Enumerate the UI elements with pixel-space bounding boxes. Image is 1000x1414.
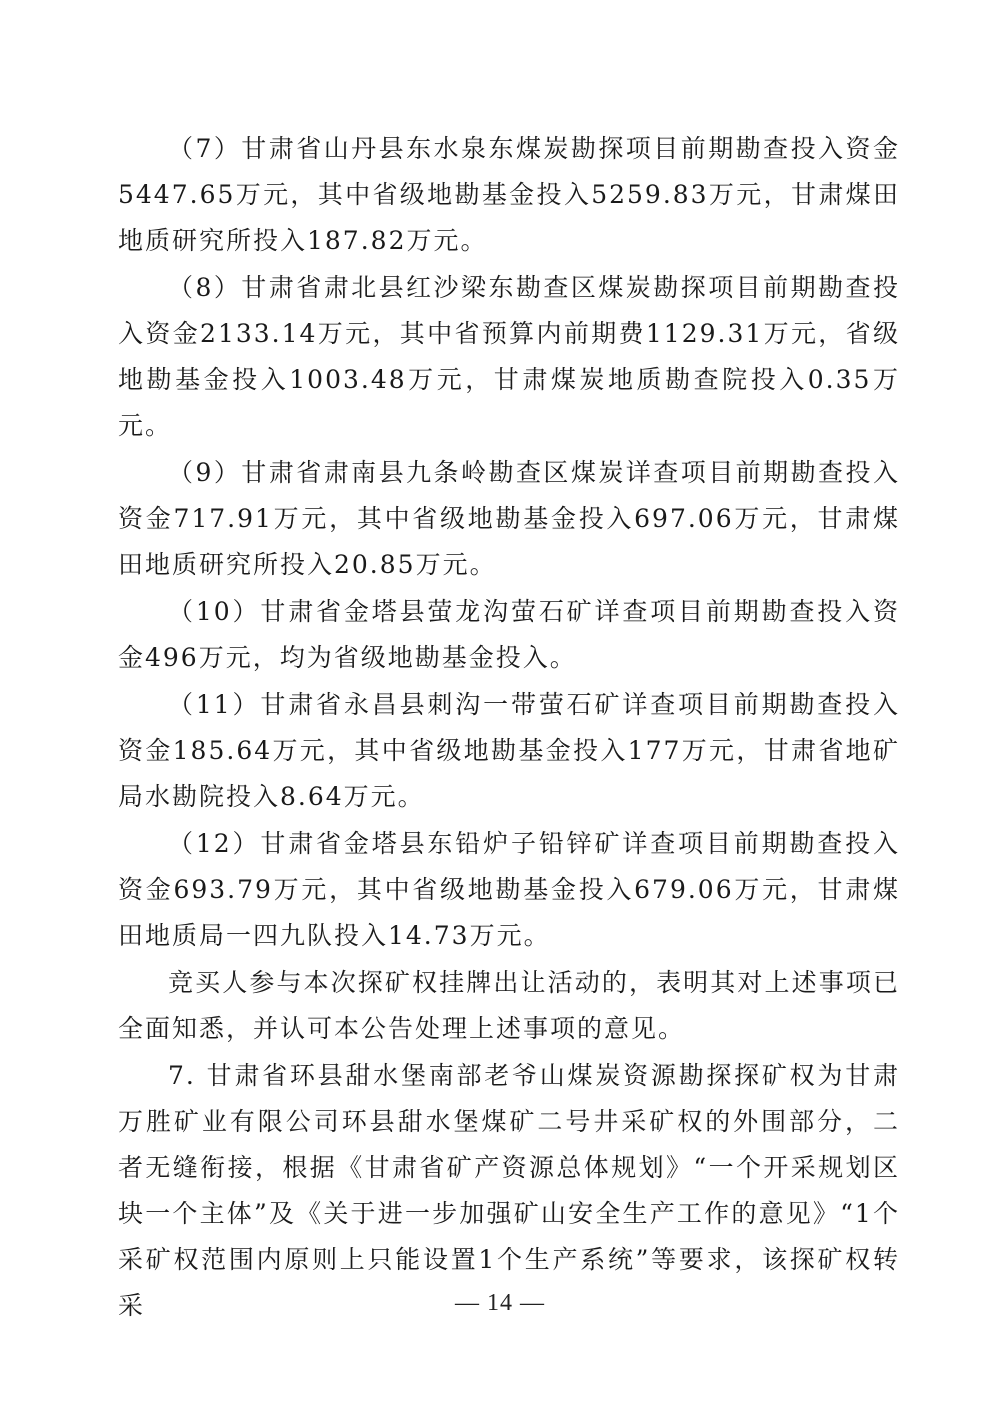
paragraph-bidder-notice: 竞买人参与本次探矿权挂牌出让活动的，表明其对上述事项已全面知悉，并认可本公告处理上述事项的意见。 [118, 968, 900, 1043]
paragraph-item-7: 7. 甘肃省环县甜水堡南部老爷山煤炭资源勘探探矿权为甘肃万胜矿业有限公司环县甜水堡煤矿二号井采矿权的外围部分，二者无缝衔接，根据《甘肃省矿产资源总体规划》“一个开采规划区块一个主体”及《关于进一步加强矿山安全生产工作的意见》“1个采矿权范围内原则上只能设置1个生产系统”等要求，该探矿权转采 [118, 1061, 900, 1320]
paragraph-11: （11）甘肃省永昌县刺沟一带萤石矿详查项目前期勘查投入资金185.64万元，其中省级地勘基金投入177万元，甘肃省地矿局水勘院投入8.64万元。 [118, 690, 900, 811]
paragraph-7: （7）甘肃省山丹县东水泉东煤炭勘探项目前期勘查投入资金5447.65万元，其中省级地勘基金投入5259.83万元，甘肃煤田地质研究所投入187.82万元。 [118, 134, 900, 255]
document-page [118, 126, 900, 1329]
paragraph-10: （10）甘肃省金塔县萤龙沟萤石矿详查项目前期勘查投入资金496万元，均为省级地勘基金投入。 [118, 597, 900, 672]
paragraph-8: （8）甘肃省肃北县红沙梁东勘查区煤炭勘探项目前期勘查投入资金2133.14万元，其中省预算内前期费1129.31万元，省级地勘基金投入1003.48万元，甘肃煤炭地质勘查院投入0.35万元。 [118, 273, 900, 440]
paragraph-12: （12）甘肃省金塔县东铅炉子铅锌矿详查项目前期勘查投入资金693.79万元，其中省级地勘基金投入679.06万元，甘肃煤田地质局一四九队投入14.73万元。 [118, 829, 900, 950]
paragraph-9: （9）甘肃省肃南县九条岭勘查区煤炭详查项目前期勘查投入资金717.91万元，其中省级地勘基金投入697.06万元，甘肃煤田地质研究所投入20.85万元。 [118, 458, 900, 579]
page-number: — 14 — [455, 1290, 545, 1316]
